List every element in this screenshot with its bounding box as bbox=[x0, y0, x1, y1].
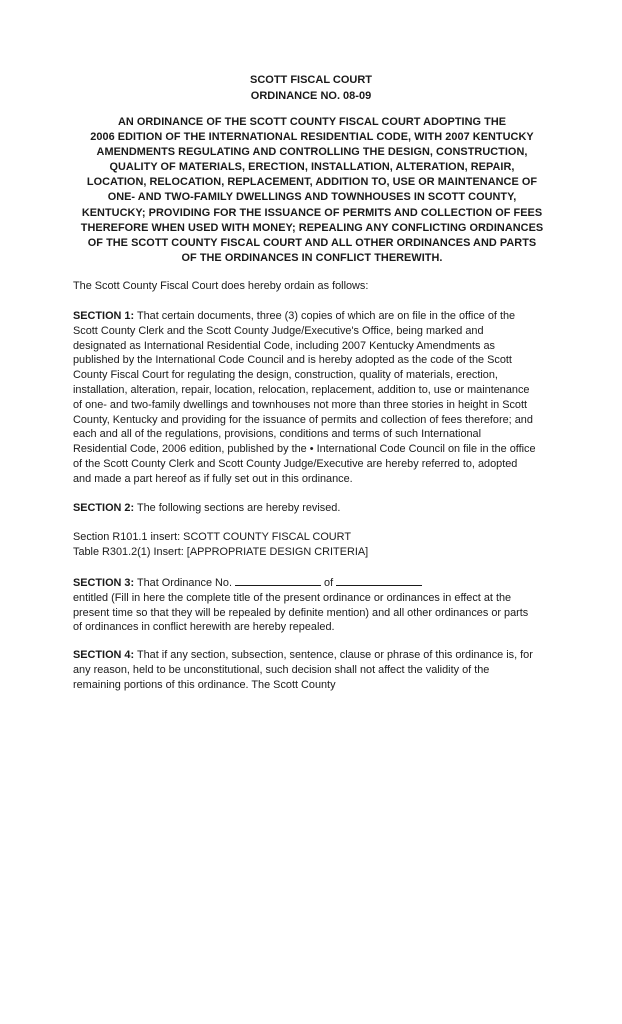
revision-item: Table R301.2(1) Insert: [APPROPRIATE DESIGN CRITERIA] bbox=[73, 545, 369, 558]
intro-paragraph: The Scott County Fiscal Court does hereby ordain as follows: bbox=[73, 280, 369, 292]
section-1 bbox=[73, 309, 563, 487]
revision-item: Section R101.1 insert: SCOTT COUNTY FISCAL COURT bbox=[73, 531, 351, 543]
caption-line: AMENDMENTS REGULATING AND CONTROLLING THE DESIGN, CONSTRUCTION, bbox=[96, 146, 528, 159]
section-3-line: entitled (Fill in here the complete title of the present ordinance or ordinances in effect at the bbox=[73, 591, 512, 604]
ordinance-number: ORDINANCE NO. 08-09 bbox=[250, 90, 372, 102]
section-3-line bbox=[73, 575, 563, 591]
section-1-line: designated as International Residential Code, including 2007 Kentucky Amendments as bbox=[73, 339, 495, 352]
title-block bbox=[0, 72, 622, 104]
section-1-line: Residential Code, 2006 edition, published by the • International Code Council on file in the office bbox=[73, 443, 536, 456]
caption-line: AN ORDINANCE OF THE SCOTT COUNTY FISCAL COURT ADOPTING THE bbox=[117, 116, 507, 128]
section-1-line bbox=[73, 309, 563, 324]
caption-line: OF THE ORDINANCES IN CONFLICT THEREWITH. bbox=[181, 251, 443, 264]
section-4-label: SECTION 4: bbox=[73, 649, 135, 661]
section-3-line: of ordinances in conflict herewith are hereby repealed. bbox=[73, 621, 335, 634]
caption-line: QUALITY OF MATERIALS, ERECTION, INSTALLATION, ALTERATION, REPAIR, bbox=[109, 161, 515, 174]
section-3-line: present time so that they will be repealed by definite mention) and all other ordinances or parts bbox=[73, 606, 529, 619]
section-2 bbox=[73, 501, 563, 516]
section-4-line bbox=[73, 648, 563, 663]
section-1-label: SECTION 1: bbox=[73, 310, 135, 322]
section-3-of: of bbox=[321, 577, 337, 589]
section-3-label: SECTION 3: bbox=[73, 577, 135, 589]
section-1-line: of one- and two-family dwellings and townhouses not more than three stories in height in Scott bbox=[73, 398, 528, 411]
court-name: SCOTT FISCAL COURT bbox=[249, 74, 372, 86]
section-2-revisions bbox=[73, 530, 563, 560]
section-1-line: County Fiscal Court for regulating the design, construction, quality of materials, erection, bbox=[73, 369, 498, 382]
section-1-line: of the Scott County Clerk and Scott County Judge/Executive are hereby referred to, adopted bbox=[73, 457, 518, 470]
ordinance-number-blank[interactable] bbox=[235, 575, 321, 586]
caption-line: ONE- AND TWO-FAMILY DWELLINGS AND TOWNHOUSES IN SCOTT COUNTY, bbox=[107, 191, 517, 204]
section-1-text: That certain documents, three (3) copies of which are on file in the office of the bbox=[134, 310, 516, 322]
section-1-line: Scott County Clerk and the Scott County Judge/Executive's Office, being marked and bbox=[73, 324, 484, 337]
ordinance-date-blank[interactable] bbox=[336, 575, 422, 586]
caption-line: 2006 EDITION OF THE INTERNATIONAL RESIDENTIAL CODE, WITH 2007 KENTUCKY bbox=[90, 131, 534, 144]
section-4-text: That if any section, subsection, sentence, clause or phrase of this ordinance is, for bbox=[134, 649, 533, 661]
section-3 bbox=[73, 575, 563, 635]
section-1-line: installation, alteration, repair, location, relocation, replacement, addition to, use or maintenance bbox=[73, 383, 530, 396]
section-2-label: SECTION 2: bbox=[73, 502, 135, 514]
caption-line: THEREFORE WHEN USED WITH MONEY; REPEALING ANY CONFLICTING ORDINANCES bbox=[80, 221, 544, 234]
section-2-line bbox=[73, 501, 563, 516]
section-3-text: That Ordinance No. bbox=[134, 577, 236, 589]
caption-line: LOCATION, RELOCATION, REPLACEMENT, ADDITION TO, USE OR MAINTENANCE OF bbox=[86, 176, 538, 189]
section-1-line: and made a part hereof as if fully set out in this ordinance. bbox=[73, 472, 353, 485]
section-4-line: remaining portions of this ordinance. The Scott County bbox=[73, 678, 336, 691]
section-2-text: The following sections are hereby revised. bbox=[134, 502, 341, 514]
section-1-line: County, Kentucky and providing for the issuance of permits and collection of fees therefore; and bbox=[73, 413, 533, 426]
section-1-line: published by the International Code Council and is hereby adopted as the code of the Scott bbox=[73, 354, 512, 367]
caption-line: OF THE SCOTT COUNTY FISCAL COURT AND ALL OTHER ORDINANCES AND PARTS bbox=[87, 236, 537, 249]
section-4 bbox=[73, 648, 563, 692]
section-4-line: any reason, held to be unconstitutional, such decision shall not affect the validity of the bbox=[73, 663, 490, 676]
section-1-line: each and all of the regulations, provisions, conditions and terms of such International bbox=[73, 428, 482, 441]
ordinance-caption bbox=[72, 115, 552, 266]
caption-line: KENTUCKY; PROVIDING FOR THE ISSUANCE OF PERMITS AND COLLECTION OF FEES bbox=[81, 206, 543, 219]
